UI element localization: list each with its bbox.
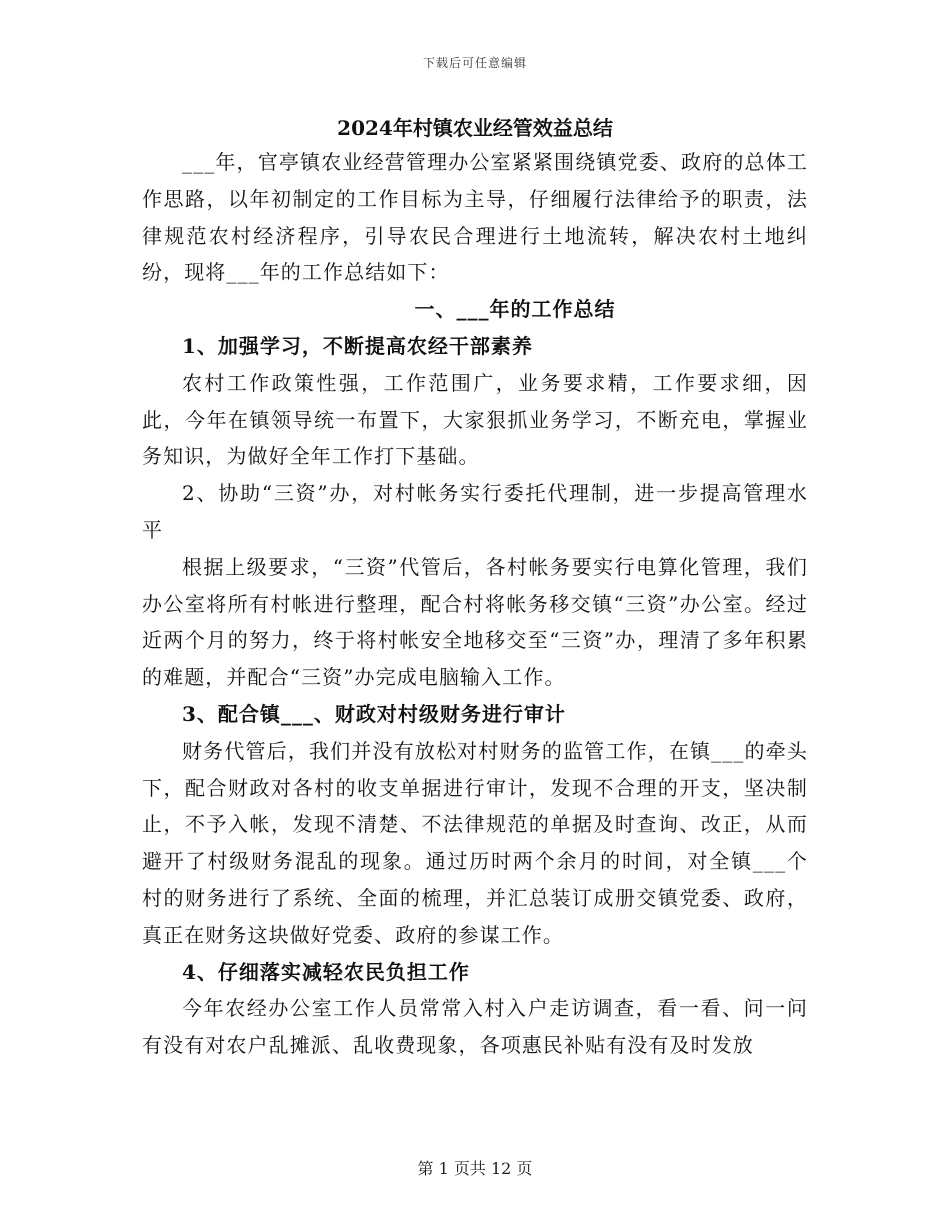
item-heading-3: 3、配合镇___、财政对村级财务进行审计 <box>182 701 566 726</box>
item-body-2: 根据上级要求，“三资”代管后，各村帐务要实行电算化管理，我们办公室将所有村帐进行整理，配合村将帐务移交镇“三资”办公室。经过近两个月的努力，终于将村帐安全地移交至“三资”办，理清了多年积累的难题，并配合“三资”办完成电脑输入工作。 <box>142 554 808 690</box>
item-heading-4: 4、仔细落实减轻农民负担工作 <box>182 959 470 984</box>
item-heading-2: 2、协助“三资”办，对村帐务实行委托代理制，进一步提高管理水平 <box>142 481 808 542</box>
item-heading-1: 1、加强学习，不断提高农经干部素养 <box>182 333 533 358</box>
section-heading: 一、___年的工作总结 <box>414 297 616 322</box>
item-body-3: 财务代管后，我们并没有放松对村财务的监管工作，在镇___的牵头下，配合财政对各村的收支单据进行审计，发现不合理的开支，坚决制止，不予入帐，发现不清楚、不法律规范的单据及时查询、改正，从而避开了村级财务混乱的现象。通过历时两个余月的时间，对全镇___个村的财务进行了系统、全面的梳理，并汇总装订成册交镇党委、政府，真正在财务这块做好党委、政府的参谋工作。 <box>142 738 808 947</box>
item-body-1: 农村工作政策性强，工作范围广，业务要求精，工作要求细，因此，今年在镇领导统一布置下，大家狠抓业务学习，不断充电，掌握业务知识，为做好全年工作打下基础。 <box>142 370 808 469</box>
item-body-4: 今年农经办公室工作人员常常入村入户走访调查，看一看、问一问有没有对农户乱摊派、乱收费现象，各项惠民补贴有没有及时发放 <box>142 996 808 1058</box>
document-body <box>142 112 808 1064</box>
intro-paragraph: ___年，官亭镇农业经营管理办公室紧紧围绕镇党委、政府的总体工作思路，以年初制定的工作目标为主导，仔细履行法律给予的职责，法律规范农村经济程序，引导农民合理进行土地流转，解决农村土地纠纷，现将___年的工作总结如下： <box>142 150 808 285</box>
header-note: 下载后可任意编辑 <box>422 56 527 70</box>
page-footer: 第 1 页共 12 页 <box>417 1159 533 1178</box>
document-title: 2024年村镇农业经管效益总结 <box>337 116 613 140</box>
